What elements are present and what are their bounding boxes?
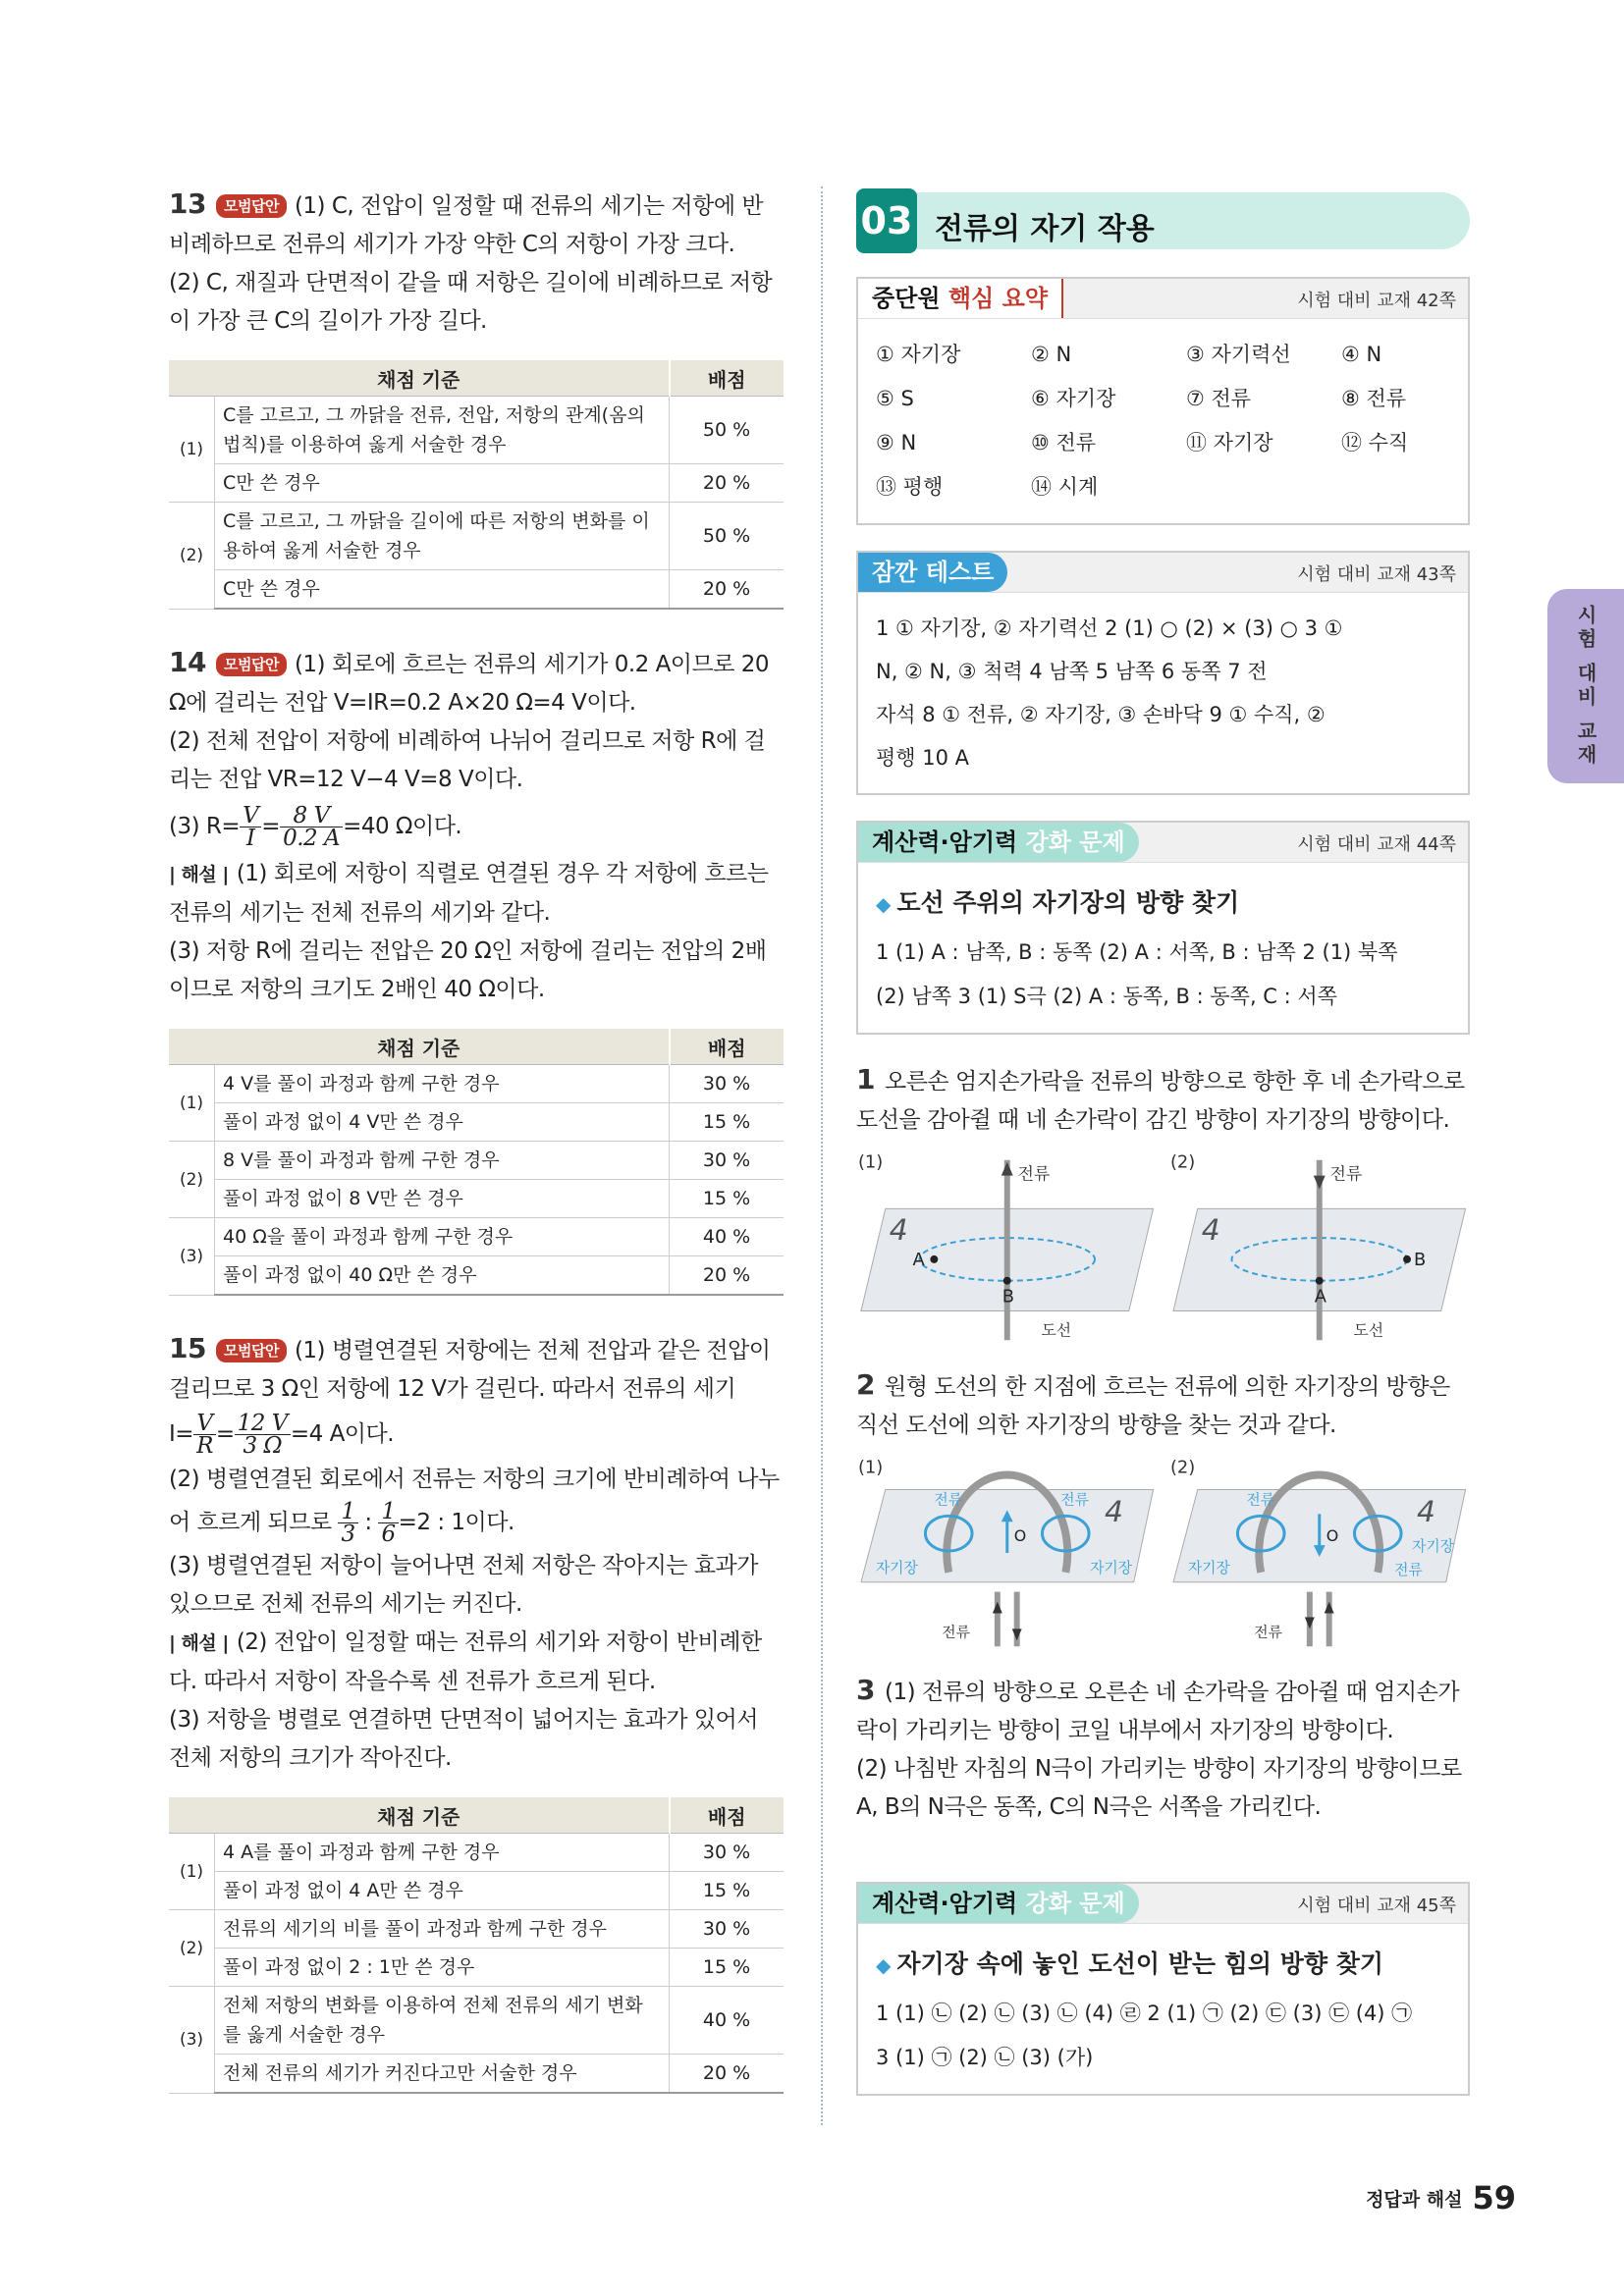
test-answers: 1 ① 자기장, ② 자기력선 2 (1) ○ (2) × (3) ○ 3 ① — [876, 616, 1343, 640]
svg-text:4: 4 — [1104, 1495, 1123, 1530]
drill-tab: 계산력·암기력 강화 문제 — [858, 823, 1139, 862]
question-15: 15 모범답안 (1) 병렬연결된 저항에는 전체 전압과 같은 전압이 걸리므로 3 Ω인 저항에 12 V가 걸린다. 따라서 전류의 세기 I= $\frac{V}{R}$ = $\frac{12 V}{3 \Omega}$ =4 A이다. (2) 병렬연결된 회로에서 전류는 저항의 크기에 반비례하여 나누 어 흐르게 되므로 $\frac{1}{3}$ : $\frac{1}{6}$ =2 : 1이다. (3) 병렬연결된 저항이 늘어나면 전체 저항은 작아지는 효과가 있으므로 전체 전류의 세기는 커진다. | 해설 | (2) 전압이 일정할 때는 전류의 세기와 저항이 반비례한다. 따라서 저항이 작을수록 센 전류가 흐르게 된다. (3) 저항을 병렬로 연결하면 단면적이 넓어지는 효과가 있어서 전체 저항의 크기가 작아진다. 채점 기준 배점 (1) 4 A를 풀이 과정과 함께 구한 경우 30 % 풀이 과정 없이 4 A만 쓴 경우 15 % (2) 전류의 세기의 비를 풀이 과정과 함께 구한 경우 30 % 풀이 과정 없이 2 : 1만 쓴 경우 15 % (3) 전체 저항의 변화를 이용하여 전체 전류의 세기 변화를 옳게 서술한 경우 40 % 전체 전류의 세기가 커진다고만 서술한 경우 20 % — [169, 1329, 784, 2094]
summary-item: ④ N — [1341, 343, 1382, 366]
answer-text: (2) 전체 전압이 저항에 비례하여 나뉘어 걸리므로 저항 R에 걸리는 전압 VR=12 V−4 V=8 V이다. — [169, 728, 766, 792]
explanation-text: (3) 저항 R에 걸리는 전압은 20 Ω인 저항에 걸리는 전압의 2배이므로 저항의 크기도 2배인 40 Ω이다. — [169, 938, 767, 1002]
formula-line: 어 흐르게 되므로 $\frac{1}{3}$ : $\frac{1}{6}$ =2 : 1이다. — [169, 1499, 514, 1547]
svg-text:자기장: 자기장 — [1411, 1537, 1454, 1556]
summary-item: ⑨ N — [876, 431, 917, 454]
answer-text: (1) C, 전압이 일정할 때 전류의 세기는 저항에 반비례하므로 전류의 세기가 가장 약한 C의 저항이 가장 크다. — [169, 193, 764, 257]
summary-item: ③ 자기력선 — [1186, 343, 1291, 366]
explanation-number: 2 — [856, 1368, 875, 1401]
svg-text:(2): (2) — [1169, 1457, 1195, 1478]
summary-item: ⑭ 시계 — [1031, 475, 1099, 499]
table-row: 풀이 과정 없이 40 Ω만 쓴 경우 20 % — [169, 1256, 784, 1296]
summary-item: ⑬ 평행 — [876, 475, 944, 499]
table-row: (1) C를 고르고, 그 까닭을 전류, 전압, 저항의 관계(옴의 법칙)를 이용하여 옳게 서술한 경우 50 % — [169, 397, 784, 464]
answer-text: (1) 회로에 흐르는 전류의 세기가 0.2 A이므로 20 Ω에 걸리는 전압 V=IR=0.2 A×20 Ω=4 V이다. — [169, 652, 770, 716]
fraction: $\frac{V}{R}$ — [193, 1413, 216, 1457]
test-answers: 평행 10 A — [876, 746, 970, 770]
scoring-table — [169, 360, 784, 610]
table-row: 풀이 과정 없이 4 A만 쓴 경우 15 % — [169, 1872, 784, 1910]
textbook-reference: 시험 대비 교재 43쪽 — [1297, 564, 1456, 585]
svg-text:자기장: 자기장 — [875, 1558, 918, 1576]
drill-box-2 — [856, 1882, 1470, 2096]
svg-text:4: 4 — [1416, 1495, 1435, 1530]
summary-item: ⑥ 자기장 — [1031, 387, 1116, 410]
scoring-table: 채점 기준 배점 (1) 4 A를 풀이 과정과 함께 구한 경우 30 % 풀이 과정 없이 4 A만 쓴 경우 15 % (2) 전류의 세기의 비를 풀이 과정과 함께 구한 경우 30 % 풀이 과정 없이 2 : 1만 쓴 경우 15 % (3) 전체 저항의 변화를 이용하여 전체 전류의 세기 변화를 옳게 서술한 경우 40 % 전체 전류의 세기가 커진다고만 서술한 경우 20 % — [169, 1797, 784, 2094]
svg-text:O: O — [1013, 1526, 1027, 1546]
table-row: (1) 4 A를 풀이 과정과 함께 구한 경우 30 % — [169, 1834, 784, 1872]
test-answers: 자석 8 ① 전류, ② 자기장, ③ 손바닥 9 ① 수직, ② — [876, 703, 1326, 726]
svg-text:(1): (1) — [857, 1457, 884, 1478]
summary-item: ⑩ 전류 — [1031, 431, 1097, 454]
textbook-reference: 시험 대비 교재 45쪽 — [1297, 1896, 1456, 1916]
quick-test-tab: 잠깐 테스트 — [858, 553, 1007, 592]
svg-text:4: 4 — [1201, 1213, 1220, 1249]
summary-item: ⑤ S — [876, 387, 914, 410]
drill-box-1 — [856, 821, 1470, 1035]
question-13 — [169, 185, 784, 610]
fraction: $\frac{12 V}{3 \Omega}$ — [235, 1413, 291, 1457]
svg-text:전류: 전류 — [1060, 1490, 1090, 1509]
summary-tab: 중단원 핵심 요약 — [858, 279, 1063, 318]
svg-text:B: B — [1001, 1286, 1015, 1308]
wire-diagram-1 — [856, 1149, 1159, 1346]
fraction: $\frac{V}{I}$ — [240, 805, 261, 849]
right-column: 03 전류의 자기 작용 중단원 핵심 요약 시험 대비 교재 42쪽 ① 자기장 ② N ③ 자기력선 ④ N ⑤ S ⑥ 자기장 ⑦ 전류 ⑧ 전류 ⑨ N ⑩ 전류 ⑪ 자기장 ⑫ 수직 ⑬ 평행 ⑭ 시계 잠깐 테스트 시험 대비 교재 43쪽 1 ① 자기장, ② 자기력선 2 (1) ○ (2) × (3) ○ 3 ① N, ② N, ③ 척력 4 남쪽 5 남쪽 6 동쪽 7 전 자석 8 ① 전류, ② 자기장, ③ 손바닥 9 ① 수직, ② 평행 10 A 계산력·암기력 강화 문제 시험 대비 교재 44쪽 ◆ 도선 주위의 자기장의 방향 찾기 1 (1) A : 남쪽, B : 동쪽 (2) A : 서쪽, B : 남쪽 2 (1) 북쪽 (2) 남쪽 3 (1) S극 (2) A : 동쪽, B : 동쪽, C : 서쪽 1 오른손 엄지손가락을 전류의 방향으로 향한 후 네 손가락으로 도선을 감아쥘 때 네 손가락이 감긴 방향이 자기장의 방향이다. (1) 전류 A B 도선 4 (2) 전류 B A 도선 4 2 원형 도선의 한 지점에 흐르는 전류에 의한 자기장의 방향은 직선 도선에 의한 자기장의 방향을 찾는 것과 같다. (1) O 전류 전류 자기장 자기장 전류 4 (2) O 전류 전류 자기장 자기장 전류 4 3 (1) 전류의 방향으로 오른손 네 손가락을 감아쥘 때 엄지손가락이 가리키는 방향이 코일 내부에서 자기장의 방향이다. (2) 나침반 자침의 N극이 가리키는 방향이 자기장의 방향이므로 A, B의 N극은 동쪽, C의 N극은 서쪽을 가리킨다. 계산력·암기력 강화 문제 시험 대비 교재 45쪽 ◆ 자기장 속에 놓인 도선이 받는 힘의 방향 찾기 1 (1) ㉡ (2) ㉡ (3) ㉡ (4) ㉣ 2 (1) ㉠ (2) ㉢ (3) ㉢ (4) ㉠ 3 (1) ㉠ (2) ㉡ (3) (가) — [856, 192, 1470, 2121]
table-row: (2) 8 V를 풀이 과정과 함께 구한 경우 30 % — [169, 1142, 784, 1180]
textbook-reference: 시험 대비 교재 44쪽 — [1297, 834, 1456, 855]
question-number: 15 — [169, 1332, 206, 1364]
explanation-number: 3 — [856, 1674, 875, 1706]
drill-answers: 1 (1) A : 남쪽, B : 동쪽 (2) A : 서쪽, B : 남쪽 2 (1) 북쪽 — [876, 940, 1398, 964]
table-row: (3) 40 Ω을 풀이 과정과 함께 구한 경우 40 % — [169, 1218, 784, 1256]
quick-test-box — [856, 551, 1470, 795]
svg-text:전류: 전류 — [1253, 1623, 1282, 1641]
circular-wire-figure — [856, 1455, 1470, 1651]
answer-text: (3) 병렬연결된 저항이 늘어나면 전체 저항은 작아지는 효과가 있으므로 전체 전류의 세기는 커진다. — [169, 1553, 758, 1617]
side-tab[interactable]: 시험 대비 교재 — [1547, 589, 1624, 783]
svg-text:전류: 전류 — [1329, 1163, 1362, 1184]
answer-text: (2) 병렬연결된 회로에서 전류는 저항의 크기에 반비례하여 나누 — [169, 1467, 780, 1492]
question-14: 14 모범답안 (1) 회로에 흐르는 전류의 세기가 0.2 A이므로 20 Ω에 걸리는 전압 V=IR=0.2 A×20 Ω=4 V이다. (2) 전체 전압이 저항에 비례하여 나뉘어 걸리므로 저항 R에 걸리는 전압 VR=12 V−4 V=8 V이다. (3) R= $\frac{V}{I}$ = $\frac{8 V}{0.2 A}$ =40 Ω이다. | 해설 | (1) 회로에 저항이 직렬로 연결된 경우 각 저항에 흐르는 전류의 세기는 전체 전류의 세기와 같다. (3) 저항 R에 걸리는 전압은 20 Ω인 저항에 걸리는 전압의 2배이므로 저항의 크기도 2배인 40 Ω이다. 채점 기준 배점 (1) 4 V를 풀이 과정과 함께 구한 경우 30 % 풀이 과정 없이 4 V만 쓴 경우 15 % (2) 8 V를 풀이 과정과 함께 구한 경우 30 % 풀이 과정 없이 8 V만 쓴 경우 15 % (3) 40 Ω을 풀이 과정과 함께 구한 경우 40 % 풀이 과정 없이 40 Ω만 쓴 경우 20 % — [169, 643, 784, 1296]
table-row: (2) 전류의 세기의 비를 풀이 과정과 함께 구한 경우 30 % — [169, 1910, 784, 1949]
wire-diagram-2 — [1168, 1149, 1471, 1346]
svg-text:A: A — [912, 1249, 925, 1270]
table-row: (3) 전체 저항의 변화를 이용하여 전체 전류의 세기 변화를 옳게 서술한 경우 40 % — [169, 1987, 784, 2055]
svg-text:(1): (1) — [857, 1151, 884, 1173]
summary-item: ⑦ 전류 — [1186, 387, 1252, 410]
svg-text:도선: 도선 — [1352, 1320, 1383, 1340]
answer-text: (2) C, 재질과 단면적이 같을 때 저항은 길이에 비례하므로 저항이 가장 큰 C의 길이가 가장 길다. — [169, 270, 773, 334]
svg-text:A: A — [1314, 1286, 1326, 1308]
explanation-label: | 해설 | — [169, 1632, 229, 1654]
diamond-icon: ◆ — [876, 1953, 892, 1977]
explanation-label: | 해설 | — [169, 864, 229, 885]
svg-text:자기장: 자기장 — [1187, 1558, 1230, 1576]
drill-heading: ◆ 자기장 속에 놓인 도선이 받는 힘의 방향 찾기 — [876, 1949, 1384, 1978]
summary-items — [858, 319, 1468, 523]
table-row: C만 쓴 경우 20 % — [169, 464, 784, 503]
section-title: 전류의 자기 작용 — [935, 212, 1155, 246]
table-header-criteria: 채점 기준 — [169, 360, 670, 397]
table-header-score: 배점 — [670, 360, 785, 397]
drill-heading: ◆ 도선 주위의 자기장의 방향 찾기 — [876, 888, 1240, 917]
svg-text:전류: 전류 — [1393, 1560, 1423, 1578]
svg-text:(2): (2) — [1169, 1151, 1195, 1173]
diamond-icon: ◆ — [876, 892, 892, 916]
table-row: (1) 4 V를 풀이 과정과 함께 구한 경우 30 % — [169, 1065, 784, 1103]
loop-diagram-2 — [1168, 1455, 1471, 1651]
textbook-reference: 시험 대비 교재 42쪽 — [1297, 291, 1456, 311]
fraction: $\frac{1}{3}$ — [338, 1501, 357, 1545]
model-answer-badge: 모범답안 — [216, 194, 287, 218]
footer-label: 정답과 해설 — [1366, 2189, 1463, 2211]
svg-text:O: O — [1326, 1526, 1338, 1546]
svg-text:전류: 전류 — [1245, 1490, 1274, 1509]
section-title-bar — [856, 192, 1470, 249]
formula-line: I= $\frac{V}{R}$ = $\frac{12 V}{3 \Omega}$ =4 A이다. — [169, 1411, 395, 1459]
drill-tab: 계산력·암기력 강화 문제 — [858, 1884, 1139, 1923]
svg-text:B: B — [1413, 1249, 1426, 1270]
table-row: 풀이 과정 없이 8 V만 쓴 경우 15 % — [169, 1180, 784, 1218]
table-row: (2) C를 고르고, 그 까닭을 길이에 따른 저항의 변화를 이용하여 옳게 서술한 경우 50 % — [169, 503, 784, 570]
svg-text:자기장: 자기장 — [1090, 1558, 1133, 1576]
model-answer-badge: 모범답안 — [216, 1339, 287, 1362]
svg-text:전류: 전류 — [1017, 1163, 1051, 1184]
summary-item: ⑪ 자기장 — [1186, 431, 1273, 454]
page-footer — [1366, 2179, 1516, 2216]
summary-item: ⑧ 전류 — [1341, 387, 1407, 410]
svg-text:4: 4 — [889, 1213, 908, 1249]
drill-answers: 1 (1) ㉡ (2) ㉡ (3) ㉡ (4) ㉣ 2 (1) ㉠ (2) ㉢ (3) ㉢ (4) ㉠ — [876, 2002, 1413, 2025]
explanation-text: (3) 저항을 병렬로 연결하면 단면적이 넓어지는 효과가 있어서 전체 저항의 크기가 작아진다. — [169, 1707, 758, 1771]
question-number: 13 — [169, 187, 206, 220]
drill-answers: 3 (1) ㉠ (2) ㉡ (3) (가) — [876, 2046, 1094, 2069]
explanation-text: (2) 나침반 자침의 N극이 가리키는 방향이 자기장의 방향이므로 A, B의 N극은 동쪽, C의 N극은 서쪽을 가리킨다. — [856, 1756, 1462, 1820]
table-row: 풀이 과정 없이 4 V만 쓴 경우 15 % — [169, 1103, 784, 1142]
drill-answers: (2) 남쪽 3 (1) S극 (2) A : 동쪽, B : 동쪽, C : 서쪽 — [876, 985, 1337, 1008]
model-answer-badge: 모범답안 — [216, 653, 287, 676]
table-row: 풀이 과정 없이 2 : 1만 쓴 경우 15 % — [169, 1949, 784, 1987]
formula-line: (3) R= $\frac{V}{I}$ = $\frac{8 V}{0.2 A}$ =40 Ω이다. — [169, 803, 462, 851]
summary-box — [856, 277, 1470, 525]
fraction: $\frac{1}{6}$ — [378, 1501, 398, 1545]
loop-diagram-1 — [856, 1455, 1159, 1651]
svg-text:전류: 전류 — [942, 1623, 971, 1641]
test-answers: N, ② N, ③ 척력 4 남쪽 5 남쪽 6 동쪽 7 전 — [876, 660, 1268, 683]
svg-text:전류: 전류 — [934, 1490, 963, 1509]
svg-text:도선: 도선 — [1041, 1320, 1072, 1340]
summary-item: ② N — [1031, 343, 1072, 366]
explanation-number: 1 — [856, 1063, 875, 1095]
summary-item: ⑫ 수직 — [1341, 431, 1409, 454]
section-number: 03 — [856, 188, 917, 253]
question-number: 14 — [169, 646, 206, 678]
scoring-table: 채점 기준 배점 (1) 4 V를 풀이 과정과 함께 구한 경우 30 % 풀이 과정 없이 4 V만 쓴 경우 15 % (2) 8 V를 풀이 과정과 함께 구한 경우 30 % 풀이 과정 없이 8 V만 쓴 경우 15 % (3) 40 Ω을 풀이 과정과 함께 구한 경우 40 % 풀이 과정 없이 40 Ω만 쓴 경우 20 % — [169, 1029, 784, 1296]
summary-item: ① 자기장 — [876, 343, 961, 366]
column-divider — [821, 187, 823, 2125]
fraction: $\frac{8 V}{0.2 A}$ — [280, 805, 343, 849]
table-row: 전체 전류의 세기가 커진다고만 서술한 경우 20 % — [169, 2055, 784, 2094]
left-column — [169, 185, 784, 2127]
straight-wire-figure — [856, 1149, 1470, 1346]
table-row: C만 쓴 경우 20 % — [169, 570, 784, 610]
page-number: 59 — [1472, 2179, 1516, 2216]
